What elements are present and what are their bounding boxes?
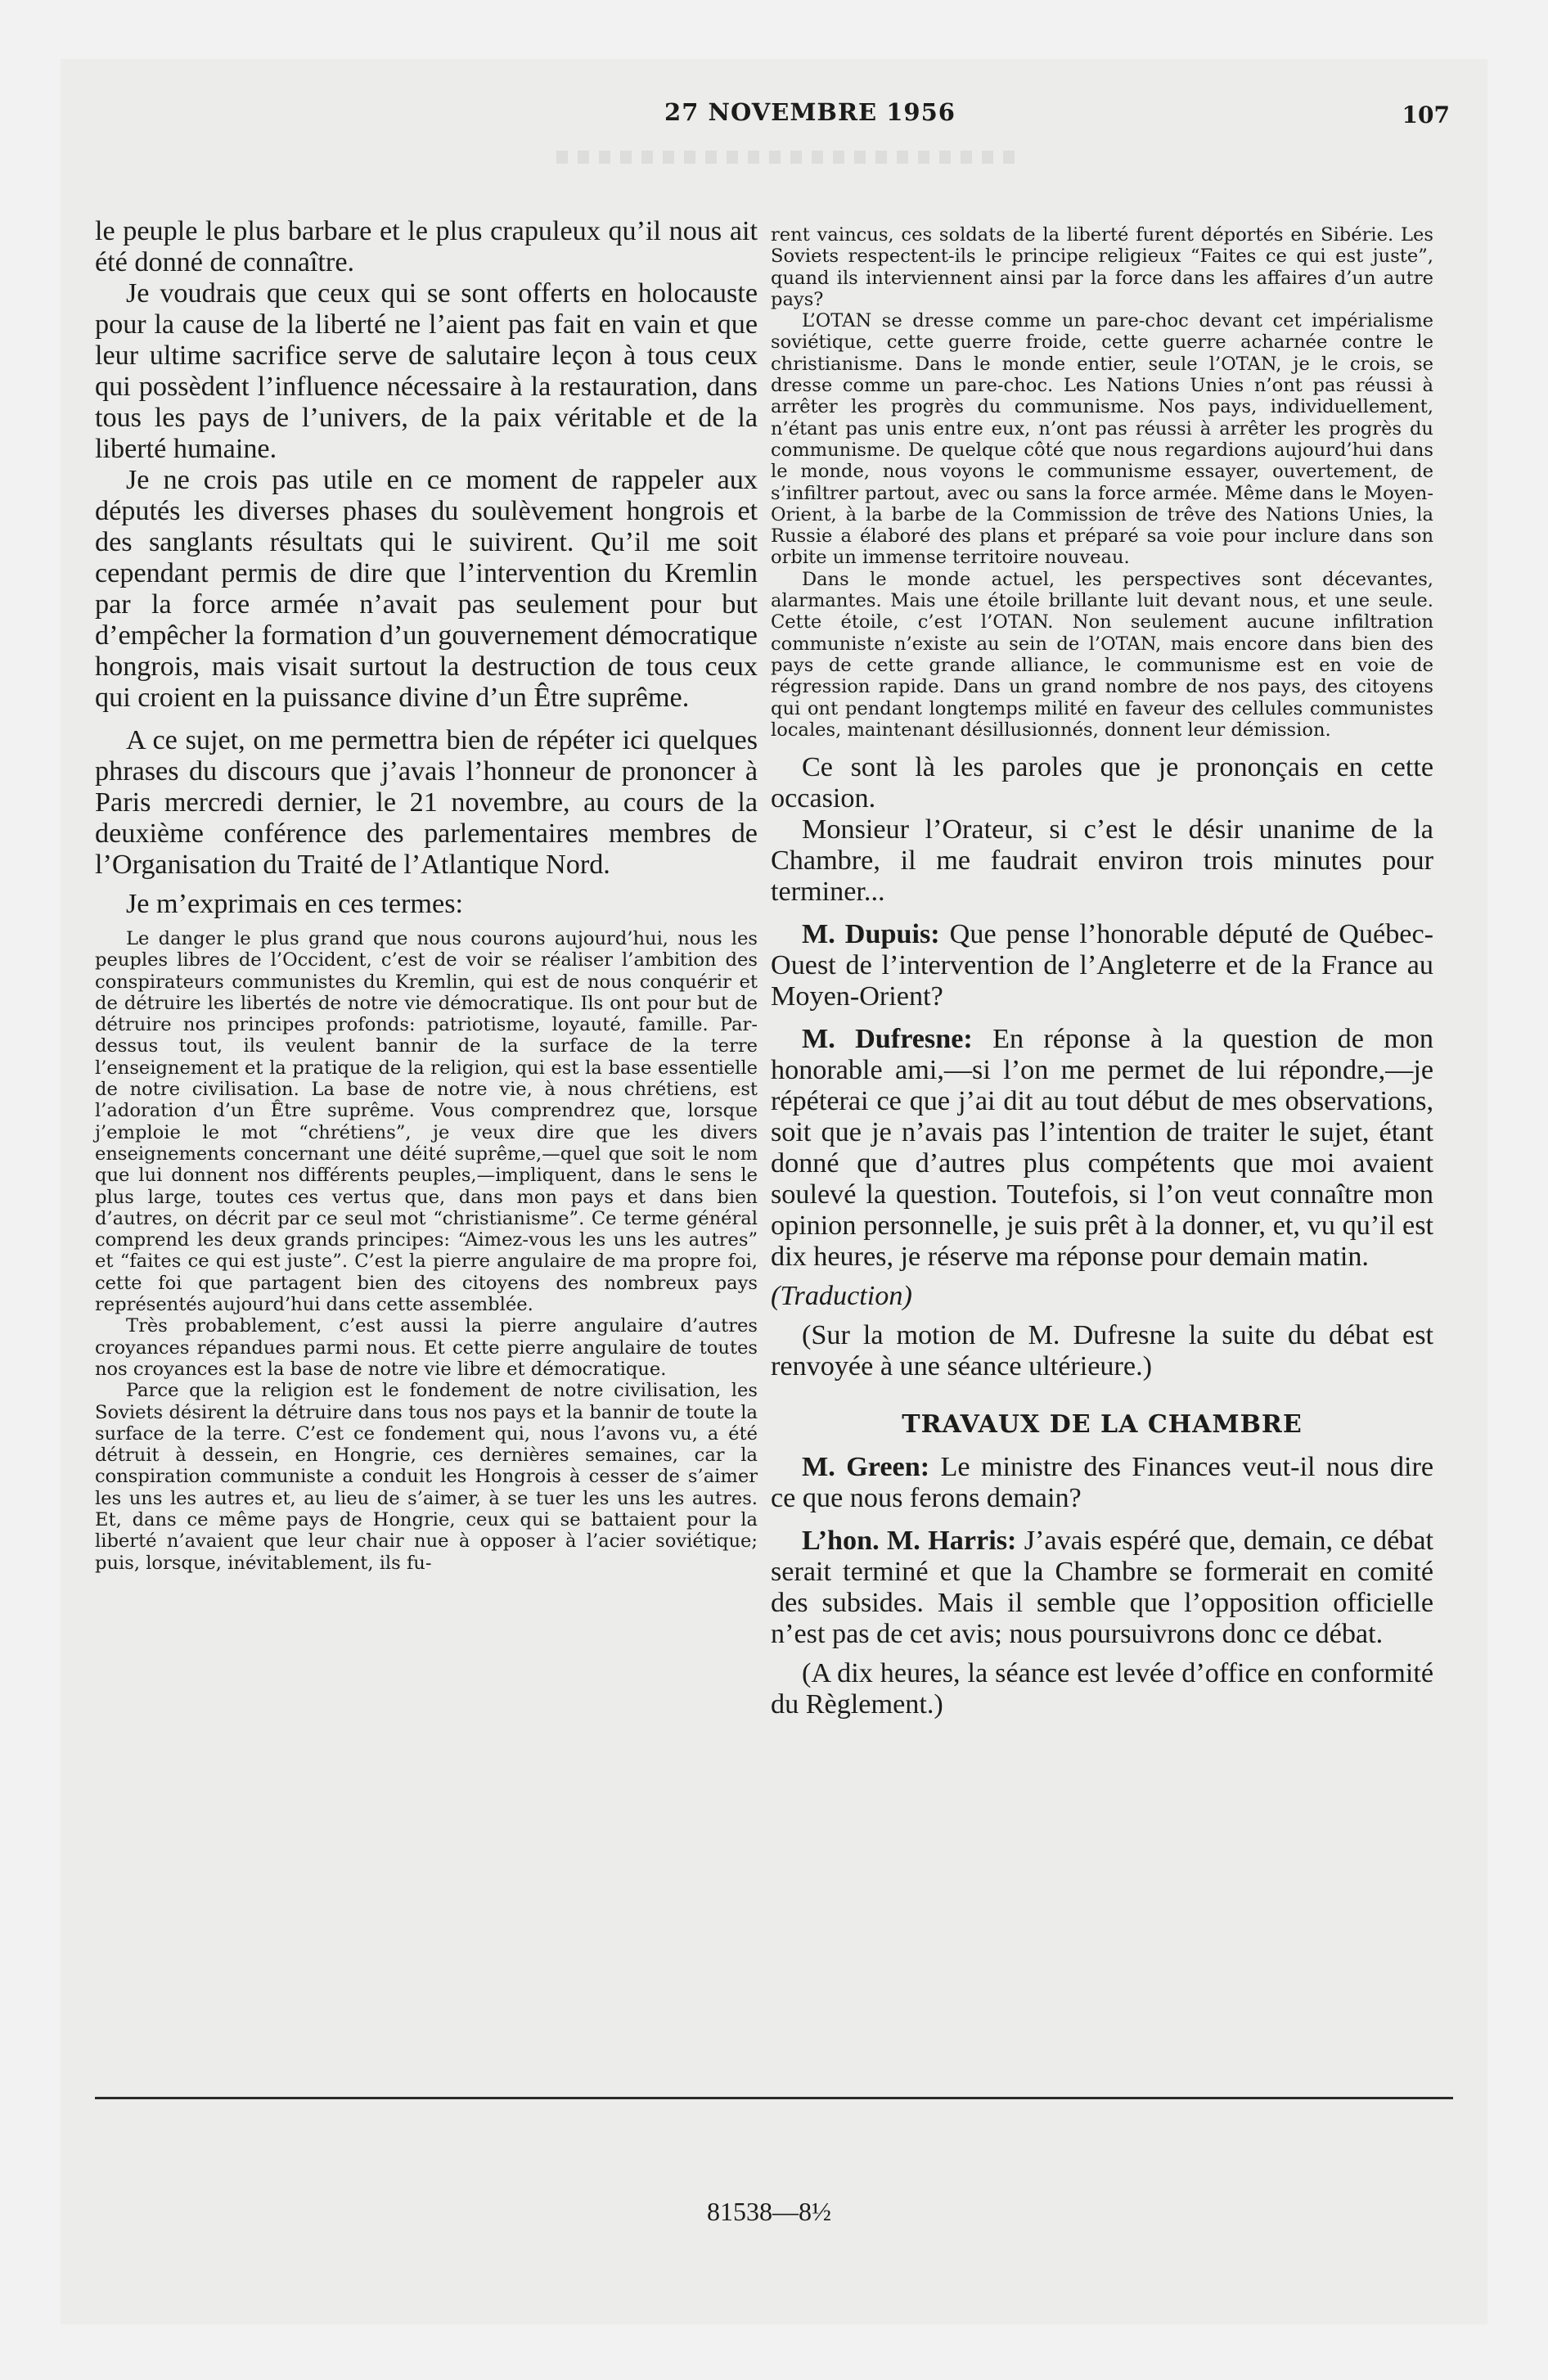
speech-text: Le ministre des Finances veut-il nous dire ce que nous ferons demain? (771, 1452, 1433, 1514)
paragraph: Je voudrais que ceux qui se sont offerts en holocauste pour la cause de la liberté ne l’aient pas fait en vain et que leur ultime sacrifice serve de salutaire leçon à tous ceux qui possèdent l’influence nécessaire à la restauration, dans tous les pays de l’univers, de la paix véritable et de la liberté humaine. (95, 278, 758, 464)
paragraph: A ce sujet, on me permettra bien de répéter ici quelques phrases du discours que j’avais l’honneur de prononcer à Paris mercredi dernier, le 21 novembre, au cours de la deuxième conférence des parlementaires membres de l’Organisation du Traité de l’Atlantique Nord. (95, 725, 758, 880)
speech-green (771, 1452, 1433, 1514)
quote-paragraph: rent vaincus, ces soldats de la liberté furent déportés en Sibérie. Les Soviets respectent-ils le principe religieux “Faites ce qui est juste”, quand ils interviennent ainsi par la force dans les affaires d’un autre pays? (771, 224, 1433, 310)
quote-paragraph: L’OTAN se dresse comme un pare-choc devant cet impérialisme soviétique, cette guerre froide, cette guerre acharnée contre le christianisme. Dans le monde entier, seule l’OTAN, je le crois, se dresse comme un pare-choc. Les Nations Unies n’ont pas réussi à arrêter les progrès du communisme. Nos pays, individuellement, n’étant pas unis entre eux, n’ont pas réussi à arrêter les progrès du communisme. De quelque côté que nous regardions aujourd’hui dans le monde, nous voyons le communisme essayer, ouvertement, de s’infiltrer partout, avec ou sans la force armée. Même dans le Moyen-Orient, à la barbe de la Commission de trêve des Nations Unies, la Russie a élaboré des plans et préparé sa voie pour inclure dans son orbite un immense territoire nouveau. (771, 310, 1433, 569)
motion-note: (Sur la motion de M. Dufresne la suite du débat est renvoyée à une séance ultérieure.) (771, 1320, 1433, 1382)
quote-paragraph: Dans le monde actuel, les perspectives sont décevantes, alarmantes. Mais une étoile brillante luit devant nous, et une seule. Cette étoile, c’est l’OTAN. Non seulement aucune infiltration communiste n’existe au sein de l’OTAN, mais encore dans bien des pays de cette grande alliance, le communisme est en voie de régression rapide. Dans un grand nombre de nos pays, des citoyens qui ont pendant longtemps milité en faveur des cellules communistes locales, maintenant désillusionnés, donnent leur démission. (771, 568, 1433, 741)
quote-paragraph: Parce que la religion est le fondement de notre civilisation, les Soviets désirent la détruire dans tous nos pays et la bannir de toute la surface de la terre. C’est ce fondement qui, nous l’avons vu, a été détruit à dessein, en Hongrie, ces dernières semaines, car la conspiration communiste a conduit les Hongrois à cesser de s’aimer les uns les autres et, au lieu de s’aimer, à se tuer les uns les autres. Et, dans ce même pays de Hongrie, ceux qui se battaient pour la liberté n’avaient que leur chair nue à opposer à l’acier soviétique; puis, lorsque, inévitablement, ils fu- (95, 1380, 758, 1574)
paragraph: Je ne crois pas utile en ce moment de rappeler aux députés les diverses phases du soulèvement hongrois et des sanglants résultats qui le suivirent. Qu’il me soit cependant permis de dire que l’intervention du Kremlin par la force armée n’avait pas seulement pour but d’empêcher la formation d’un gouvernement démocratique hongrois, mais visait surtout la destruction de tous ceux qui croient en la puissance divine d’un Être suprême. (95, 465, 758, 713)
header-date: 27 NOVEMBRE 1956 (664, 98, 956, 126)
footer-code: 81538—8½ (707, 2197, 831, 2226)
translation-note (771, 1281, 1433, 1312)
left-column (95, 216, 758, 1574)
footer-rule (95, 2097, 1453, 2099)
speech-text: En réponse à la question de mon honorable ami,—si l’on me permet de lui répondre,—je répéterai ce que j’ai dit au tout début de mes observations, soit que je n’avais pas l’intention de traiter le sujet, étant donné que d’autres plus compétents que moi avaient soulevé la question. Toutefois, si l’on veut connaître mon opinion personnelle, je suis prêt à la donner, et, vu qu’il est dix heures, je réserve ma réponse pour demain matin. (771, 1024, 1434, 1273)
paragraph: Monsieur l’Orateur, si c’est le désir unanime de la Chambre, il me faudrait environ trois minutes pour terminer... (771, 814, 1433, 908)
right-column (771, 224, 1433, 1720)
speech-dufresne (771, 1024, 1433, 1273)
quote-paragraph: Le danger le plus grand que nous courons aujourd’hui, nous les peuples libres de l’Occident, c’est de voir se réaliser l’ambition des conspirateurs communistes du Kremlin, qui est de nous conquérir et de détruire les libertés de notre vie démocratique. Ils ont pour but de détruire nos principes profonds: patriotisme, loyauté, famille. Par-dessus tout, ils veulent bannir de la surface de la terre l’enseignement et la pratique de la religion, qui est la base essentielle de notre civilisation. La base de notre vie, à nous chrétiens, est l’adoration d’un Être suprême. Vous comprendrez que, lorsque j’emploie le mot “chrétiens”, je veux dire que les divers enseignements concernant une déité suprême,—quel que soit le nom que lui donnent nos différents peuples,—impliquent, dans le sens le plus large, toutes ces vertus que, dans mon pays et dans bien d’autres, on décrit par ce seul mot “christianisme”. Ce terme général comprend les deux grands principes: “Aimez-vous les uns les autres” et “faites ce qui est juste”. C’est la pierre angulaire de ma propre foi, cette foi que partagent bien des citoyens des nombreux pays représentés aujourd’hui dans cette assemblée. (95, 928, 758, 1316)
paragraph: Je m’exprimais en ces termes: (126, 889, 464, 919)
paragraph: Ce sont là les paroles que je prononçais en cette occasion. (771, 752, 1433, 814)
speech-text: Que pense l’honorable député de Québec-Ouest de l’intervention de l’Angleterre et de la France au Moyen-Orient? (771, 919, 1434, 1012)
bleed-through-shadow (556, 151, 1015, 164)
paragraph: le peuple le plus barbare et le plus crapuleux qu’il nous ait été donné de connaître. (95, 216, 758, 277)
closing-note: (A dix heures, la séance est levée d’office en conformité du Règlement.) (771, 1658, 1433, 1720)
speaker-name: L’hon. M. Harris: (802, 1526, 1017, 1557)
speaker-name: M. Dupuis: (802, 919, 940, 950)
speaker-name: M. Dufresne: (802, 1024, 973, 1055)
speech-text: J’avais espéré que, demain, ce débat serait terminé et que la Chambre se formerait en comité des subsides. Mais il semble que l’opposition officielle n’est pas de cet avis; nous poursuivrons donc ce débat. (771, 1526, 1434, 1650)
speech-dupuis (771, 919, 1433, 1012)
translation-label: (Traduction) (771, 1281, 912, 1312)
quote-paragraph: Très probablement, c’est aussi la pierre angulaire d’autres croyances répandues parmi nous. Et cette pierre angulaire de toutes nos croyances est la base de notre vie libre et démocratique. (95, 1315, 758, 1380)
section-heading: TRAVAUX DE LA CHAMBRE (902, 1410, 1303, 1440)
speech-harris (771, 1526, 1433, 1650)
page-number: 107 (1402, 101, 1450, 128)
speaker-name: M. Green: (802, 1452, 930, 1483)
